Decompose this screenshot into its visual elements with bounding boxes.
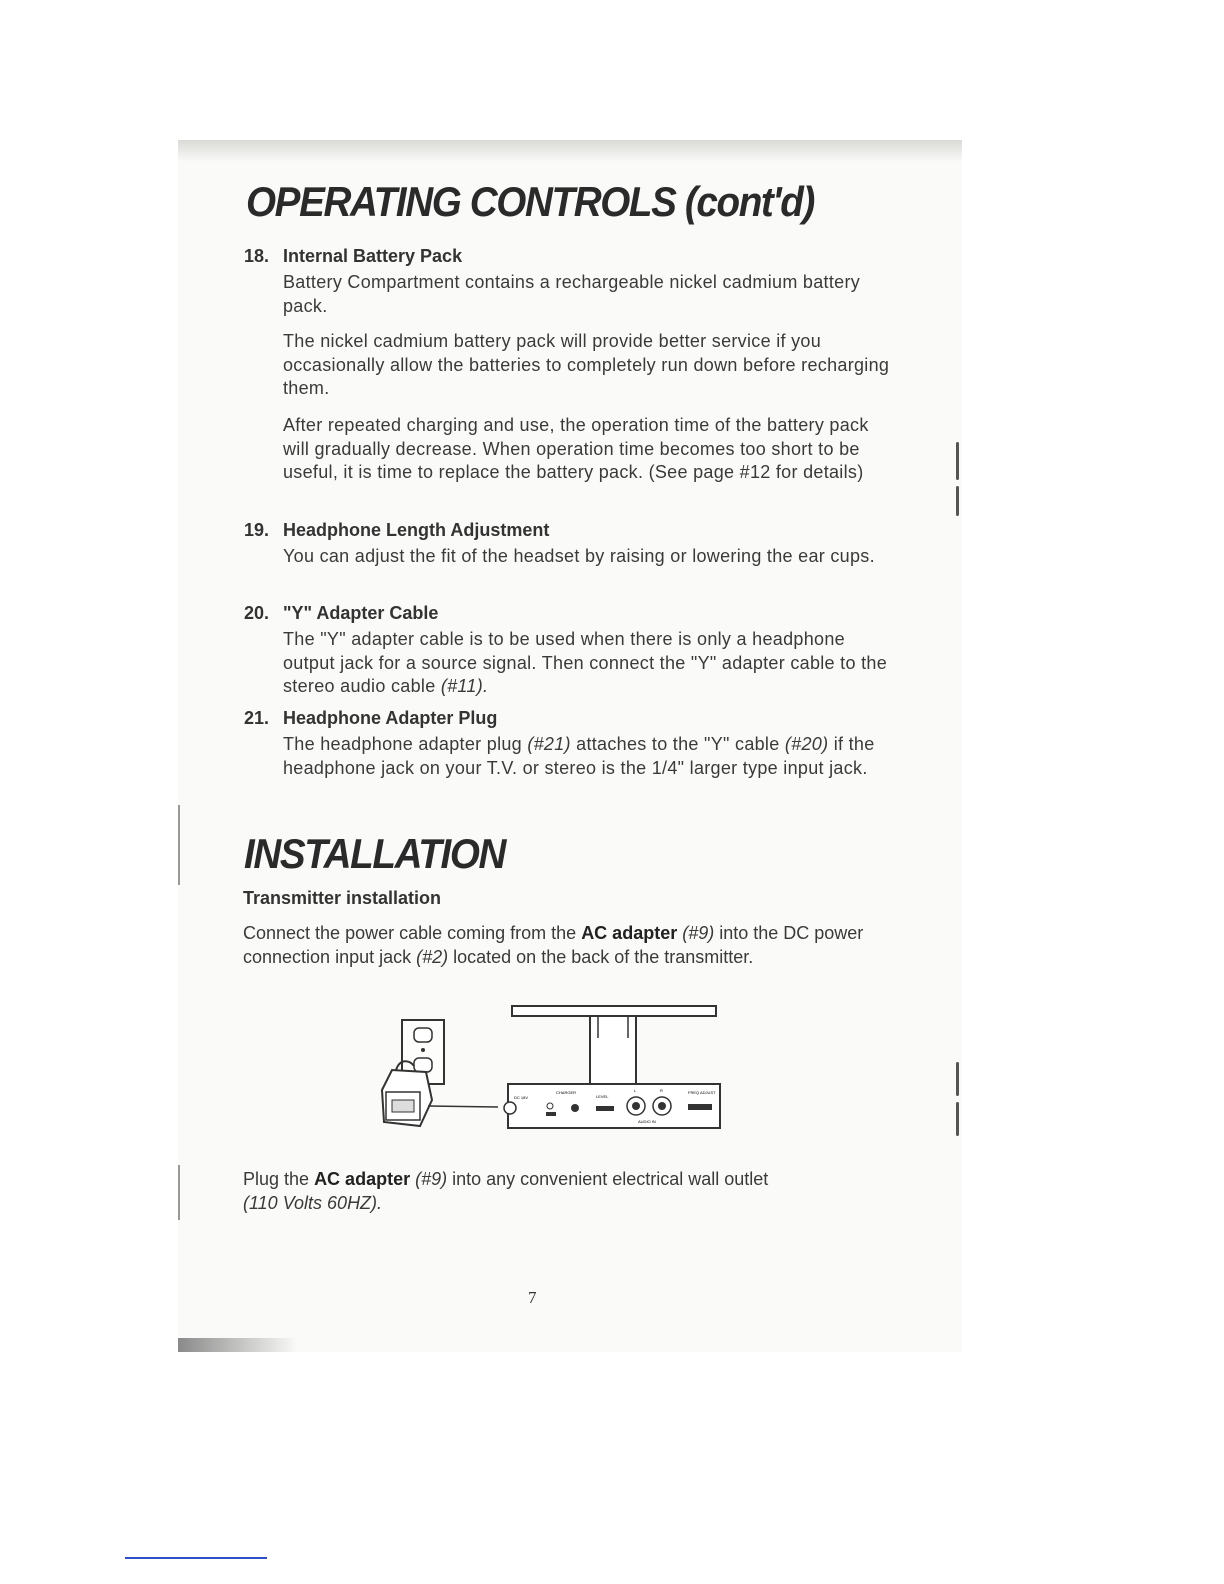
item-paragraph: After repeated charging and use, the operation time of the battery pack will gradually decrease. When operation time becomes too short to be useful, it is time to replace the battery pack. (See page #12 for details) bbox=[283, 415, 869, 482]
item-paragraph-text: The "Y" adapter cable is to be used when there is only a headphone output jack for a source signal. Then connect the "Y" adapter cable to the stereo audio cable bbox=[283, 629, 888, 696]
paragraph-text: Connect the power cable coming from the bbox=[243, 923, 582, 943]
item-paragraph bbox=[283, 628, 893, 699]
item-paragraph: You can adjust the fit of the headset by raising or lowering the ear cups. bbox=[283, 546, 875, 566]
charger-label: CHARGER bbox=[556, 1090, 577, 1095]
right-edge-mark bbox=[956, 486, 959, 516]
transmitter-installation-diagram bbox=[370, 1000, 730, 1140]
item-reference: (#11). bbox=[440, 676, 489, 696]
transmitter-antenna bbox=[512, 1006, 716, 1084]
page-top-shadow bbox=[178, 140, 962, 162]
left-channel-label: L bbox=[634, 1088, 637, 1093]
audio-in-label: AUDIO IN bbox=[638, 1119, 656, 1124]
paragraph-text: Plug the bbox=[243, 1169, 315, 1189]
transmitter-base bbox=[504, 1084, 720, 1128]
bold-term: AC adapter bbox=[581, 923, 678, 943]
installation-paragraph bbox=[243, 1168, 883, 1215]
page-heading: OPERATING CONTROLS (cont'd) bbox=[246, 178, 814, 225]
item-reference: (#2) bbox=[416, 946, 449, 967]
item-title: Headphone Adapter Plug bbox=[283, 708, 498, 728]
installation-paragraph bbox=[243, 922, 883, 969]
item-paragraph-text: if the headphone jack on your T.V. or stereo is the 1/4" larger type input jack. bbox=[283, 734, 875, 778]
item-title: Headphone Length Adjustment bbox=[283, 520, 550, 540]
left-margin-mark bbox=[178, 805, 180, 885]
dc-label: DC 18V bbox=[514, 1095, 529, 1100]
item-reference: (#9) bbox=[677, 923, 715, 943]
section-heading: INSTALLATION bbox=[244, 830, 506, 877]
right-edge-mark bbox=[956, 1102, 959, 1136]
level-label: LEVEL bbox=[596, 1094, 609, 1099]
paragraph-text: into the DC power connection input jack bbox=[243, 923, 864, 967]
voltage-note: (110 Volts 60HZ). bbox=[243, 1192, 383, 1213]
dc-jack-icon bbox=[504, 1102, 516, 1114]
item-title: "Y" Adapter Cable bbox=[283, 603, 439, 623]
right-edge-mark bbox=[956, 442, 959, 480]
paragraph-text: into any convenient electrical wall outlet bbox=[447, 1169, 769, 1189]
page-bottom-shadow bbox=[178, 1338, 298, 1352]
page-number: 7 bbox=[528, 1288, 537, 1307]
ac-adapter bbox=[382, 1061, 432, 1126]
section-subheading: Transmitter installation bbox=[243, 888, 442, 908]
item-number: 20. bbox=[244, 603, 270, 623]
freq-adjust-label: FREQ ADJUST bbox=[688, 1090, 716, 1095]
item-number: 19. bbox=[244, 520, 270, 540]
item-paragraph-text: attaches to the "Y" cable bbox=[570, 734, 785, 754]
footer-rule bbox=[125, 1557, 267, 1559]
right-channel-label: R bbox=[660, 1088, 663, 1093]
item-paragraph-text: The headphone adapter plug bbox=[283, 734, 528, 754]
power-cable bbox=[428, 1106, 498, 1107]
item-number: 21. bbox=[244, 708, 270, 728]
item-reference: (#20) bbox=[784, 734, 829, 754]
item-paragraph bbox=[283, 733, 893, 780]
item-title: Internal Battery Pack bbox=[283, 246, 463, 266]
paragraph-text: located on the back of the transmitter. bbox=[448, 946, 754, 967]
item-paragraph: Battery Compartment contains a rechargeable nickel cadmium battery pack. bbox=[283, 272, 861, 316]
item-number: 18. bbox=[244, 246, 270, 266]
right-edge-mark bbox=[956, 1062, 959, 1096]
bold-term: AC adapter bbox=[314, 1169, 411, 1189]
item-reference: (#9) bbox=[410, 1169, 448, 1189]
item-reference: (#21) bbox=[527, 734, 571, 754]
left-margin-mark bbox=[178, 1165, 180, 1220]
item-paragraph: The nickel cadmium battery pack will provide better service if you occasionally allow the batteries to completely run down before recharging them. bbox=[283, 331, 890, 398]
